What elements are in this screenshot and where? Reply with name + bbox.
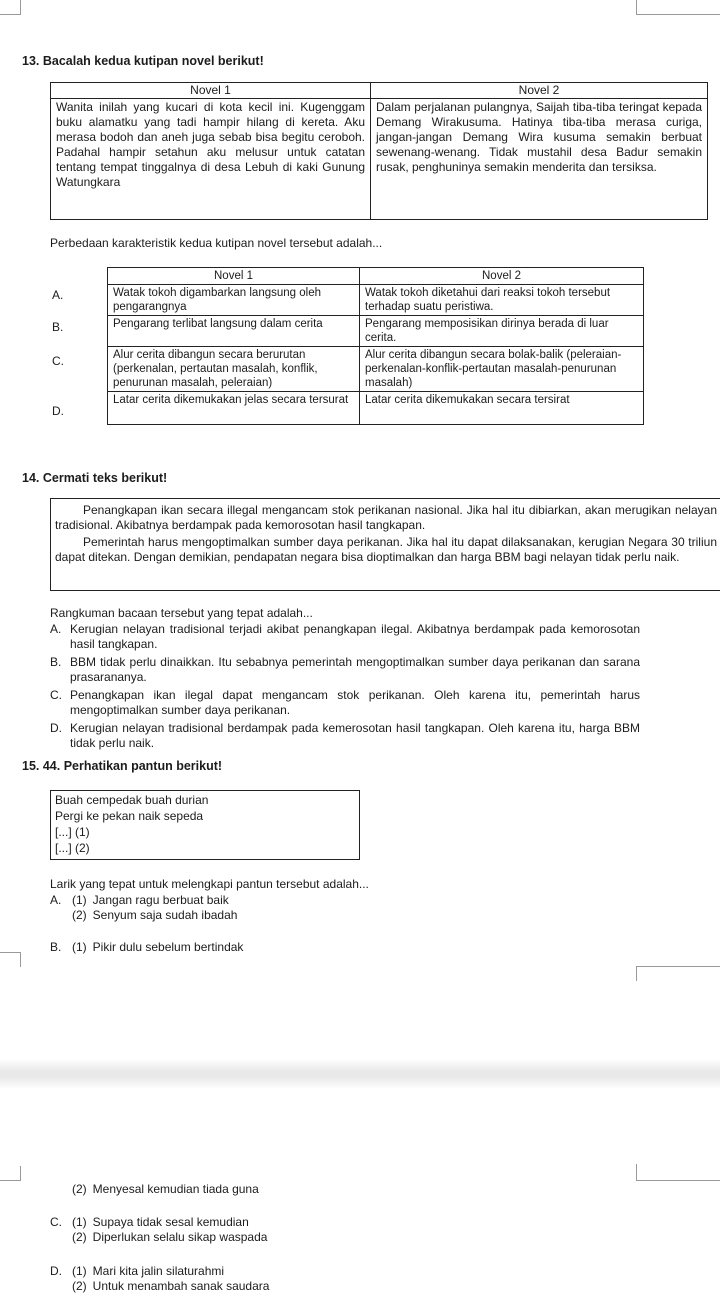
q15-option-b-continued[interactable] (50, 1182, 259, 1197)
pantun-line-3: [...] (1) (55, 825, 90, 839)
question-13-prompt: Perbedaan karakteristik kedua kutipan novel tersebut adalah... (50, 236, 383, 250)
q15-option-d[interactable] (50, 1264, 269, 1294)
crop-mark-lower-left (0, 1166, 21, 1181)
q14-options (50, 622, 640, 751)
q14-option-text-d: Kerugian nelayan tradisional berdampak pada kemerosotan hasil tangkapan. Oleh karena itu, harga BBM tidak perlu naik. (70, 721, 640, 750)
q14-option-a[interactable] (50, 622, 640, 652)
question-15-prompt: Larik yang tepat untuk melengkapi pantun tersebut adalah... (50, 877, 369, 891)
q13-option-letter-a[interactable]: A. (52, 288, 64, 302)
q14-option-letter-c: C. (50, 688, 62, 702)
q14-option-text-c: Penangkapan ikan ilegal dapat mengancam stok perikanan. Oleh karena itu, pemerintah harus mengoptimalkan sumber daya perikanan. (70, 688, 640, 717)
q15-option-c-line-2-num: (2) (72, 1230, 87, 1244)
q13-option-letter-c[interactable]: C. (52, 354, 64, 368)
q15-option-b-line-1-num: (1) (72, 940, 87, 954)
crop-mark-top-right (636, 0, 720, 15)
q15-option-d-line-1-num: (1) (72, 1264, 87, 1278)
question-13-title: 13. Bacalah kedua kutipan novel berikut! (22, 54, 264, 68)
passage-paragraph-1: Penangkapan ikan secara illegal mengancam stok perikanan nasional. Jika hal itu dibiarkan, akan merugikan nelayan tradisional. Akibatnya berdampak pada kemorosotan hasil tangkapan. (55, 503, 717, 532)
q15-option-c[interactable] (50, 1215, 267, 1245)
question-14-prompt: Rangkuman bacaan tersebut yang tepat adalah... (50, 606, 313, 620)
q15-option-letter-c: C. (50, 1215, 62, 1229)
q13-option-letter-d[interactable]: D. (52, 404, 64, 418)
q14-option-letter-a: A. (50, 622, 62, 636)
q15-option-a[interactable] (50, 893, 237, 923)
q15-option-b-line-1: Pikir dulu sebelum bertindak (92, 940, 244, 954)
pantun-box (50, 790, 360, 860)
q15-option-letter-a: A. (50, 893, 62, 907)
q15-option-b-line-2-num: (2) (72, 1182, 87, 1196)
q14-option-letter-b: B. (50, 655, 62, 669)
novel-excerpt-1: Wanita inilah yang kucari di kota kecil ini. Kugenggam buku alamatku yang tadi hampir hilang di kereta. Aku merasa bodoh dan aneh juga sebab bisa begitu ceroboh. Padahal hampir setahun aku melusur untuk catatan tentang tempat tinggalnya di desa Lebuh di kaki Gunung Watungkara (51, 99, 371, 220)
novel-excerpt-header-1: Novel 1 (51, 83, 371, 99)
options-table (107, 267, 644, 425)
q14-option-letter-d: D. (50, 721, 62, 735)
q15-option-letter-b: B. (50, 940, 62, 954)
q15-option-a-line-2-num: (2) (72, 908, 87, 922)
crop-mark-top-left (0, 0, 21, 15)
question-14-title: 14. Cermati teks berikut! (22, 471, 168, 485)
passage-paragraph-2: Pemerintah harus mengoptimalkan sumber daya perikanan. Jika hal itu dapat dilaksanakan, kerugian Negara 30 triliun dapat ditekan. Dengan demikian, pendapatan negara bisa dioptimalkan dan harga BBM bagi nelayan tidak perlu naik. (55, 535, 717, 564)
q15-option-c-line-1: Supaya tidak sesal kemudian (92, 1215, 249, 1229)
q15-option-b[interactable] (50, 940, 243, 955)
q15-option-d-line-2-num: (2) (72, 1279, 87, 1293)
novel-excerpt-2: Dalam perjalanan pulangnya, Saijah tiba-tiba teringat kepada Demang Wirakusuma. Hatinya tiba-tiba merasa curiga, jangan-jangan Demang Wira kusuma semakin berbuat sewenang-wenang. Tidak mustahil desa Badur semakin rusak, penghuninya semakin menderita dan tersiksa. (371, 99, 708, 220)
q14-option-text-b: BBM tidak perlu dinaikkan. Itu sebabnya pemerintah mengoptimalkan sumber daya perikanan dan sarana prasarananya. (70, 655, 640, 684)
q15-option-d-line-1: Mari kita jalin silaturahmi (92, 1264, 225, 1278)
question-15-title: 15. 44. Perhatikan pantun berikut! (22, 759, 223, 773)
pantun-line-2: Pergi ke pekan naik sepeda (55, 809, 204, 823)
pantun-line-1: Buah cempedak buah durian (55, 793, 209, 807)
q14-option-d[interactable] (50, 721, 640, 751)
option-a-novel-2: Watak tokoh diketahui dari reaksi tokoh tersebut terhadap suatu peristiwa. (360, 285, 644, 316)
option-d-novel-1: Latar cerita dikemukakan jelas secara tersurat (108, 392, 360, 425)
page-gap (0, 1059, 720, 1089)
text-passage-box (50, 498, 720, 591)
q15-option-b-line-2: Menyesal kemudian tiada guna (92, 1182, 259, 1196)
q15-option-c-line-2: Diperlukan selalu sikap waspada (92, 1230, 268, 1244)
option-b-novel-1: Pengarang terlibat langsung dalam cerita (108, 316, 360, 347)
crop-mark-lower-right (636, 1164, 720, 1181)
q14-option-b[interactable] (50, 655, 640, 685)
options-table-header-2: Novel 2 (360, 268, 644, 285)
q15-option-a-line-1: Jangan ragu berbuat baik (92, 893, 229, 907)
crop-mark-mid-left (0, 952, 21, 967)
option-c-novel-2: Alur cerita dibangun secara bolak-balik (peleraian-perkenalan-konflik-pertautan masalah-penurunan masalah) (360, 347, 644, 392)
crop-mark-mid-right (636, 966, 720, 981)
pantun-line-4: [...] (2) (55, 841, 90, 855)
novel-excerpt-table (50, 82, 708, 220)
option-d-novel-2: Latar cerita dikemukakan secara tersirat (360, 392, 644, 425)
option-c-novel-1: Alur cerita dibangun secara berurutan (perkenalan, pertautan masalah, konflik, penurunan masalah, peleraian) (108, 347, 360, 392)
q14-option-text-a: Kerugian nelayan tradisional terjadi akibat penangkapan ilegal. Akibatnya berdampak pada kemorosotan hasil tangkapan. (70, 622, 640, 651)
q15-option-d-line-2: Untuk menambah sanak saudara (92, 1279, 270, 1293)
q15-option-a-line-2: Senyum saja sudah ibadah (92, 908, 238, 922)
option-a-novel-1: Watak tokoh digambarkan langsung oleh pengarangnya (108, 285, 360, 316)
q13-option-letter-b[interactable]: B. (52, 320, 64, 334)
q15-option-c-line-1-num: (1) (72, 1215, 87, 1229)
q15-option-letter-d: D. (50, 1264, 62, 1278)
options-table-header-1: Novel 1 (108, 268, 360, 285)
q14-option-c[interactable] (50, 688, 640, 718)
option-b-novel-2: Pengarang memposisikan dirinya berada di luar cerita. (360, 316, 644, 347)
q15-option-a-line-1-num: (1) (72, 893, 87, 907)
novel-excerpt-header-2: Novel 2 (371, 83, 708, 99)
